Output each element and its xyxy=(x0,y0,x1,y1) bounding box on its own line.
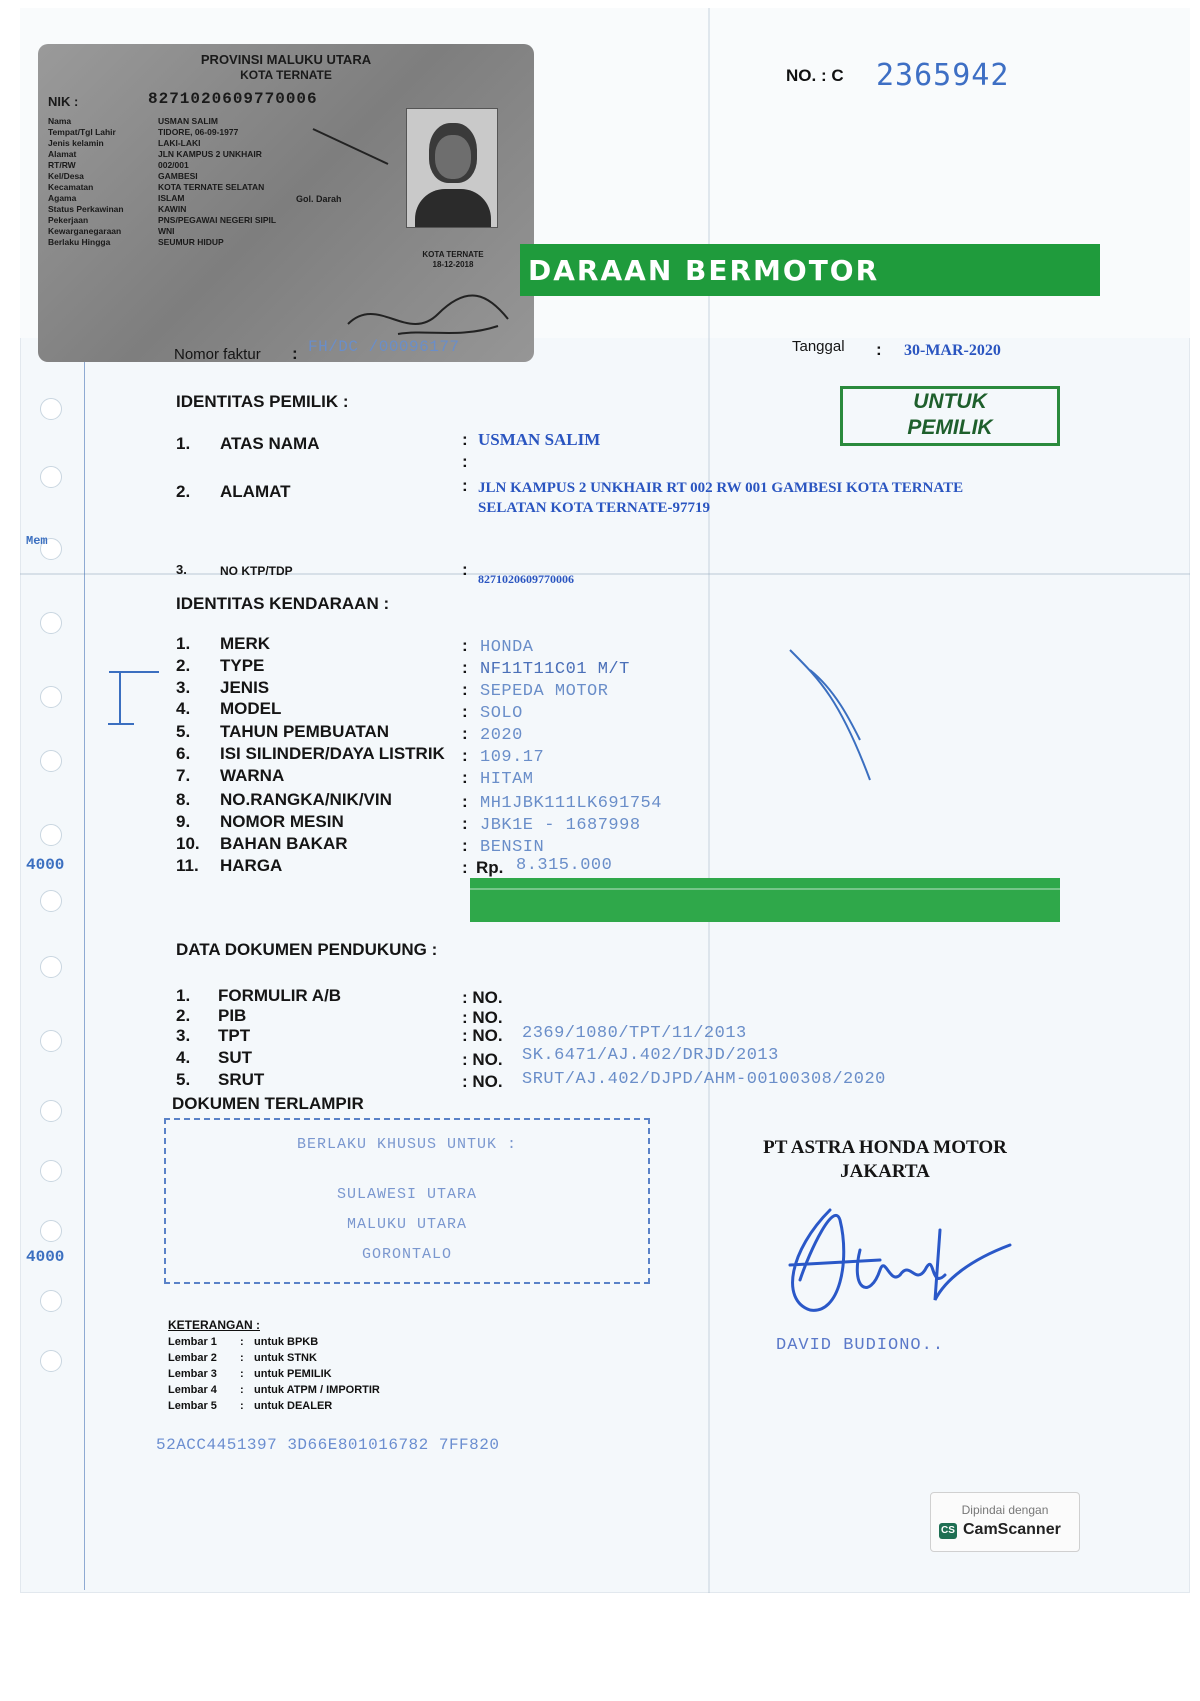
colon: : xyxy=(462,724,468,743)
notes-row: Lembar 4 : untuk ATPM / IMPORTIR xyxy=(168,1384,380,1396)
owner-address-value: JLN KAMPUS 2 UNKHAIR RT 002 RW 001 GAMBESI KOTA TERNATE xyxy=(478,480,964,496)
vehicle-color-label: WARNA xyxy=(220,766,285,785)
ktp-issue-place: KOTA TERNATE xyxy=(422,250,484,259)
support-doc-label: FORMULIR A/B xyxy=(218,986,342,1005)
document-hash: 52ACC4451397 3D66E801016782 7FF820 xyxy=(156,1436,500,1454)
colon: : xyxy=(462,814,468,833)
notes-row: Lembar 3 : untuk PEMILIK xyxy=(168,1368,332,1380)
date-value: 30-MAR-2020 xyxy=(904,342,1001,359)
ktp-field: Alamat JLN KAMPUS 2 UNKHAIR xyxy=(48,149,262,159)
stamp-line: GORONTALO xyxy=(361,1246,452,1263)
colon: : xyxy=(462,636,468,655)
owner-name-label: ATAS NAMA xyxy=(220,434,320,453)
support-doc-number: 3. xyxy=(176,1026,191,1045)
colon: : xyxy=(876,340,882,359)
stamp-line: SULAWESI UTARA xyxy=(336,1186,478,1203)
ktp-field: Kewarganegaraan WNI xyxy=(48,226,175,236)
support-docs-section-title: DATA DOKUMEN PENDUKUNG : xyxy=(176,940,438,959)
vehicle-merk-value: HONDA xyxy=(480,638,534,657)
vehicle-fuel-label: BAHAN BAKAR xyxy=(220,834,348,853)
ktp-city: KOTA TERNATE xyxy=(240,68,332,82)
support-doc-label: PIB xyxy=(218,1006,247,1025)
camscanner-caption: Dipindai dengan xyxy=(961,1503,1049,1517)
support-doc-no: : NO. xyxy=(462,1072,503,1091)
vehicle-row-number: 1. xyxy=(176,634,191,653)
fold-crease-horizontal xyxy=(20,573,1190,575)
camscanner-brand: CamScanner xyxy=(963,1521,1061,1538)
owner-address-value-line2: SELATAN KOTA TERNATE-97719 xyxy=(478,500,710,516)
support-doc-number: 4. xyxy=(176,1048,191,1067)
ktp-pen-stroke-icon xyxy=(308,124,398,174)
binder-hole xyxy=(40,398,62,420)
untuk-line: UNTUK xyxy=(913,390,987,413)
support-doc-label: SRUT xyxy=(218,1070,265,1089)
owner-name-value: USMAN SALIM xyxy=(478,430,601,449)
support-doc-no: : NO. xyxy=(462,1026,503,1045)
stamp-line: MALUKU UTARA xyxy=(346,1216,468,1233)
vehicle-row-number: 9. xyxy=(176,812,191,831)
vehicle-row-number: 6. xyxy=(176,744,191,763)
vehicle-jenis-value: SEPEDA MOTOR xyxy=(480,682,609,701)
ktp-field: Agama ISLAM xyxy=(48,193,185,203)
untuk-pemilik-box xyxy=(840,386,1060,446)
vehicle-row-number: 4. xyxy=(176,699,191,718)
document-title: DARAAN BERMOTOR xyxy=(528,254,880,287)
ktp-issue-date: 18-12-2018 xyxy=(432,260,474,269)
vehicle-row-number: 3. xyxy=(176,678,191,697)
pemilik-line: PEMILIK xyxy=(907,416,993,439)
vehicle-price-currency: Rp. xyxy=(476,858,504,877)
margin-stamp: 4000 xyxy=(26,1248,65,1266)
ktp-field: Kel/Desa GAMBESI xyxy=(48,171,198,181)
ktp-province: PROVINSI MALUKU UTARA xyxy=(200,52,372,67)
binder-hole xyxy=(40,1030,62,1052)
support-doc-label: TPT xyxy=(218,1026,251,1045)
vehicle-type-value: NF11T11C01 M/T xyxy=(480,660,630,679)
owner-section-title: IDENTITAS PEMILIK : xyxy=(176,392,349,411)
faktur-number-value: FH/DC /00096177 xyxy=(308,338,460,356)
document-number: 2365942 xyxy=(876,58,1010,93)
owner-row-number: 3. xyxy=(176,562,187,577)
binder-hole xyxy=(40,1220,62,1242)
ktp-nik-label: NIK : xyxy=(48,94,79,109)
vehicle-model-value: SOLO xyxy=(480,704,523,723)
regional-validity-stamp xyxy=(164,1118,650,1284)
title-banner xyxy=(520,244,1100,296)
ktp-identity-card xyxy=(38,44,534,362)
vehicle-row-number: 10. xyxy=(176,834,200,853)
owner-ktp-label: NO KTP/TDP xyxy=(220,564,293,578)
vehicle-year-label: TAHUN PEMBUATAN xyxy=(220,722,390,741)
company-city: JAKARTA xyxy=(840,1161,930,1182)
vehicle-chassis-value: MH1JBK111LK691754 xyxy=(480,794,662,813)
ktp-blood-type: Gol. Darah xyxy=(296,194,342,204)
notes-title: KETERANGAN : xyxy=(168,1318,260,1332)
attached-docs-label: DOKUMEN TERLAMPIR xyxy=(172,1094,364,1113)
vehicle-price-label: HARGA xyxy=(220,856,283,875)
binder-hole xyxy=(40,890,62,912)
pen-tick-icon xyxy=(104,664,164,734)
vehicle-engine-value: JBK1E - 1687998 xyxy=(480,816,641,835)
binder-hole xyxy=(40,1100,62,1122)
colon: : xyxy=(462,476,468,495)
signature-icon xyxy=(770,1190,1030,1330)
margin-stamp: 4000 xyxy=(26,856,65,874)
binder-hole xyxy=(40,1290,62,1312)
vehicle-row-number: 7. xyxy=(176,766,191,785)
vehicle-price-value: 8.315.000 xyxy=(516,856,613,875)
green-divider-bar xyxy=(470,878,1060,922)
vehicle-row-number: 5. xyxy=(176,722,191,741)
camscanner-watermark xyxy=(930,1492,1080,1552)
support-doc-no: : NO. xyxy=(462,988,503,1007)
binder-hole xyxy=(40,686,62,708)
company-name xyxy=(700,1136,1070,1184)
vehicle-chassis-label: NO.RANGKA/NIK/VIN xyxy=(220,790,392,809)
ktp-photo xyxy=(406,108,498,228)
colon: : xyxy=(462,746,468,765)
vehicle-section-title: IDENTITAS KENDARAAN : xyxy=(176,594,390,613)
colon: : xyxy=(462,452,468,471)
pen-mark-icon xyxy=(780,640,890,790)
support-doc-value: SRUT/AJ.402/DJPD/AHM-00100308/2020 xyxy=(522,1070,886,1089)
colon: : xyxy=(462,836,468,855)
camscanner-logo-icon: CS xyxy=(939,1523,957,1539)
ktp-field: Berlaku Hingga SEUMUR HIDUP xyxy=(48,237,224,247)
vehicle-model-label: MODEL xyxy=(220,699,282,718)
colon: : xyxy=(292,344,298,363)
notes-row: Lembar 2 : untuk STNK xyxy=(168,1352,317,1364)
binder-hole xyxy=(40,1160,62,1182)
vehicle-cylinder-label: ISI SILINDER/DAYA LISTRIK xyxy=(220,744,445,763)
binder-hole xyxy=(40,824,62,846)
owner-address-label: ALAMAT xyxy=(220,482,291,501)
stamp-line: BERLAKU KHUSUS UNTUK : xyxy=(296,1136,518,1153)
margin-line xyxy=(84,330,85,1590)
vehicle-cylinder-value: 109.17 xyxy=(480,748,545,767)
faktur-number-label: Nomor faktur xyxy=(174,346,261,363)
document-number-label: NO. : C xyxy=(786,66,844,85)
signer-name: DAVID BUDIONO.. xyxy=(776,1336,945,1355)
colon: : xyxy=(462,768,468,787)
vehicle-fuel-value: BENSIN xyxy=(480,838,545,857)
margin-stamp: Mem xyxy=(26,534,48,548)
vehicle-color-value: HITAM xyxy=(480,770,534,789)
binder-hole xyxy=(40,612,62,634)
binder-hole xyxy=(40,1350,62,1372)
vehicle-merk-label: MERK xyxy=(220,634,271,653)
ktp-field: Tempat/Tgl Lahir TIDORE, 06-09-1977 xyxy=(48,127,239,137)
vehicle-row-number: 8. xyxy=(176,790,191,809)
binder-holes xyxy=(32,330,72,1570)
vehicle-type-label: TYPE xyxy=(220,656,265,675)
support-doc-value: SK.6471/AJ.402/DRJD/2013 xyxy=(522,1046,779,1065)
vehicle-engine-label: NOMOR MESIN xyxy=(220,812,344,831)
colon: : xyxy=(462,560,468,579)
support-doc-number: 5. xyxy=(176,1070,191,1089)
support-doc-no: : NO. xyxy=(462,1050,503,1069)
ktp-field: Status Perkawinan KAWIN xyxy=(48,204,187,214)
notes-row: Lembar 1 : untuk BPKB xyxy=(168,1336,319,1348)
ktp-nik: 8271020609770006 xyxy=(148,90,318,108)
ktp-field: RT/RW 002/001 xyxy=(48,160,189,170)
colon: : xyxy=(462,430,468,449)
binder-hole xyxy=(40,956,62,978)
colon: : xyxy=(462,792,468,811)
owner-ktp-value: 8271020609770006 xyxy=(478,572,574,586)
support-doc-value: 2369/1080/TPT/11/2013 xyxy=(522,1024,747,1043)
vehicle-jenis-label: JENIS xyxy=(220,678,270,697)
owner-row-number: 2. xyxy=(176,482,191,501)
binder-hole xyxy=(40,466,62,488)
ktp-field: Jenis kelamin LAKI-LAKI xyxy=(48,138,201,148)
vehicle-row-number: 11. xyxy=(176,856,199,875)
vehicle-row-number: 2. xyxy=(176,656,191,675)
ktp-field: Kecamatan KOTA TERNATE SELATAN xyxy=(48,182,265,192)
colon: : xyxy=(462,858,468,877)
support-doc-no: : NO. xyxy=(462,1008,503,1027)
vehicle-year-value: 2020 xyxy=(480,726,523,745)
support-doc-label: SUT xyxy=(218,1048,252,1067)
ktp-field: Pekerjaan PNS/PEGAWAI NEGERI SIPIL xyxy=(48,215,277,225)
company-name-line1: PT ASTRA HONDA MOTOR xyxy=(763,1137,1007,1158)
support-doc-number: 2. xyxy=(176,1006,191,1025)
support-doc-number: 1. xyxy=(176,986,191,1005)
colon: : xyxy=(462,658,468,677)
colon: : xyxy=(462,702,468,721)
binder-hole xyxy=(40,750,62,772)
ktp-field: Nama USMAN SALIM xyxy=(48,116,218,126)
colon: : xyxy=(462,680,468,699)
owner-row-number: 1. xyxy=(176,434,191,453)
notes-row: Lembar 5 : untuk DEALER xyxy=(168,1400,333,1412)
date-label: Tanggal xyxy=(792,338,845,355)
